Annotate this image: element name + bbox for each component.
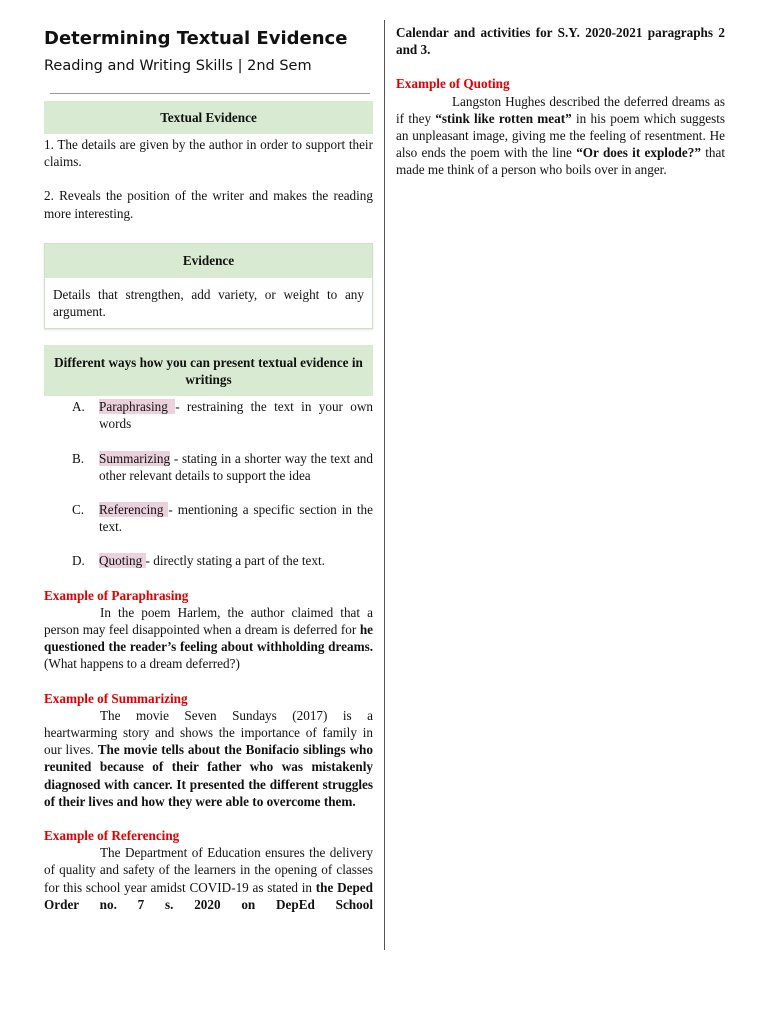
list-letter: C. <box>72 502 85 518</box>
list-item <box>44 450 373 484</box>
referencing-text: The Department of Education ensures the delivery of quality and safety of the learners in the opening of classes for this school year amidst COVID-19 as stated in <box>44 845 373 895</box>
document-subtitle: Reading and Writing Skills | 2nd Sem <box>44 58 312 74</box>
textual-evidence-point-1: 1. The details are given by the author in order to support their claims. <box>44 137 373 170</box>
term-description: - restraining the text in your own words <box>99 399 373 432</box>
paraphrasing-text-end: (What happens to a dream deferred?) <box>44 656 240 672</box>
paraphrasing-example <box>44 587 373 673</box>
term-referencing: Referencing <box>99 502 169 518</box>
list-item <box>44 398 373 432</box>
summarizing-text: The movie Seven Sundays (2017) is a heartwarming story and shows the importance of family in our lives. <box>44 707 373 758</box>
quoting-text-2: in his poem which suggests an unpleasant image, giving me the feeling of resentment. He also ends the poem with the line <box>396 110 726 161</box>
summarizing-example <box>44 690 373 810</box>
list-letter: A. <box>72 399 85 415</box>
textual-evidence-point-2: 2. Reveals the position of the writer and makes the reading more interesting. <box>44 188 373 221</box>
list-letter: B. <box>72 450 85 466</box>
paraphrasing-bold-text: he questioned the reader’s feeling about withholding dreams. <box>44 622 373 655</box>
paraphrasing-heading: Example of Paraphrasing <box>44 587 189 603</box>
quoting-example <box>396 75 725 178</box>
right-column <box>396 24 725 179</box>
term-description: - stating in a shorter way the text and other relevant details to support the idea <box>99 450 373 483</box>
list-item <box>44 501 373 535</box>
textual-evidence-heading: Textual Evidence <box>44 101 373 134</box>
evidence-definition: Details that strengthen, add variety, or weight to any argument. <box>53 286 364 320</box>
term-quoting: Quoting <box>99 553 146 569</box>
header-divider <box>50 93 370 94</box>
summarizing-bold-text: The movie tells about the Bonifacio siblings who reunited because of their father who was mistakenly diagnosed with cancer. It presented the different struggles of their lives and how they were able to overcome them. <box>44 742 373 809</box>
referencing-bold-text: the Deped Order no. 7 s. 2020 on DepEd School <box>44 879 373 912</box>
referencing-heading: Example of Referencing <box>44 828 180 844</box>
paraphrasing-text: In the poem Harlem, the author claimed that a person may feel disappointed when a dream is deferred for <box>44 604 373 638</box>
quoting-text: Langston Hughes described the deferred dreams as if they <box>396 93 725 126</box>
list-item <box>44 552 373 569</box>
evidence-definition-box <box>44 243 373 329</box>
ways-list <box>44 398 373 569</box>
referencing-bold-continued: Calendar and activities for S.Y. 2020-2021 paragraphs 2 and 3. <box>396 25 725 58</box>
summarizing-heading: Example of Summarizing <box>44 690 188 706</box>
ways-heading: Different ways how you can present textual evidence in writings <box>44 345 373 396</box>
quoting-bold-2: “Or does it explode?” <box>576 145 701 161</box>
list-letter: D. <box>72 553 85 569</box>
left-column <box>44 101 373 913</box>
quoting-heading: Example of Quoting <box>396 76 510 92</box>
document-title: Determining Textual Evidence <box>44 28 348 49</box>
evidence-heading: Evidence <box>45 244 372 278</box>
term-paraphrasing: Paraphrasing <box>99 399 176 415</box>
term-summarizing: Summarizing <box>99 450 171 466</box>
quoting-text-3: that made me think of a person who boils over in anger. <box>396 145 726 178</box>
column-divider <box>384 20 385 950</box>
referencing-example <box>44 827 373 913</box>
term-description: - mentioning a specific section in the text. <box>99 502 374 535</box>
quoting-bold-1: “stink like rotten meat” <box>435 110 572 126</box>
term-description: - directly stating a part of the text. <box>145 553 325 569</box>
